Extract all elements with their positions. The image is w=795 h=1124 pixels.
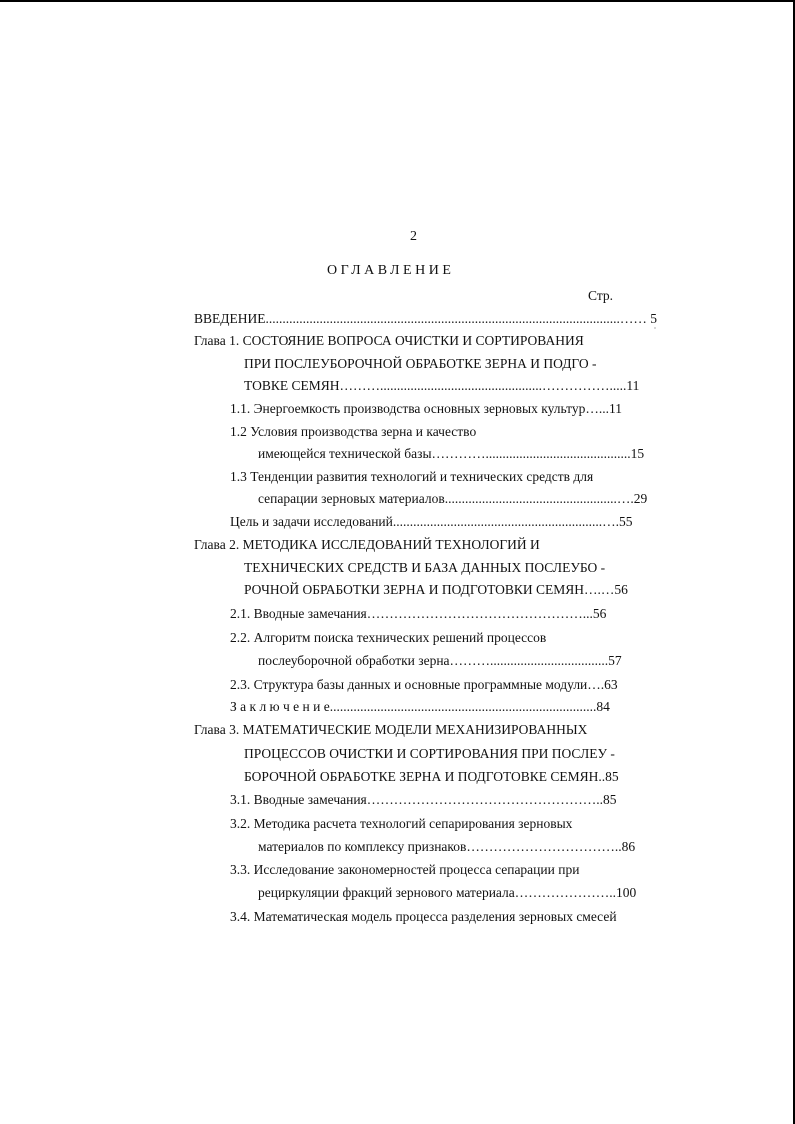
toc-goals: Цель и задачи исследований..............................................................….55 xyxy=(230,514,633,529)
toc-section-3-3-line-1: 3.3. Исследование закономерностей процесса сепарации при xyxy=(230,862,580,877)
toc-chapter-2-line-1: Глава 2. МЕТОДИКА ИССЛЕДОВАНИЙ ТЕХНОЛОГИЙ И xyxy=(194,537,540,552)
toc-section-1-2-line-2: имеющейся технической базы…………...........................................15 xyxy=(258,446,645,461)
toc-section-1-1: 1.1. Энергоемкость производства основных зерновых культур…...11 xyxy=(230,401,623,416)
toc-chapter-2-line-3: РОЧНОЙ ОБРАБОТКИ ЗЕРНА И ПОДГОТОВКИ СЕМЯН….…56 xyxy=(244,582,628,597)
toc-section-3-2-line-2: материалов по комплексу признаков……………………………..86 xyxy=(258,839,636,854)
toc-chapter-3-line-3: БОРОЧНОЙ ОБРАБОТКЕ ЗЕРНА И ПОДГОТОВКЕ СЕМЯН..85 xyxy=(244,769,619,784)
toc-section-3-4-line-1: 3.4. Математическая модель процесса разделения зерновых смесей xyxy=(230,909,617,924)
toc-section-3-1: 3.1. Вводные замечания……………………………………………..85 xyxy=(230,792,617,807)
toc-section-1-3-line-2: сепарации зерновых материалов...................................................….29 xyxy=(258,491,648,506)
toc-section-2-2-line-2: послеуборочной обработки зерна………...................................57 xyxy=(258,653,622,668)
page-number: 2 xyxy=(410,229,417,244)
toc-chapter-2-line-2: ТЕХНИЧЕСКИХ СРЕДСТВ И БАЗА ДАННЫХ ПОСЛЕУБО - xyxy=(244,560,606,575)
toc-section-3-2-line-1: 3.2. Методика расчета технологий сепарирования зерновых xyxy=(230,816,573,831)
toc-chapter-3-line-1: Глава 3. МАТЕМАТИЧЕСКИЕ МОДЕЛИ МЕХАНИЗИРОВАННЫХ xyxy=(194,722,588,737)
toc-conclusion-2: З а к л ю ч е н и е...............................................................................84 xyxy=(230,699,610,714)
toc-section-2-3: 2.3. Структура базы данных и основные программные модули….63 xyxy=(230,677,618,692)
toc-section-2-2-line-1: 2.2. Алгоритм поиска технических решений процессов xyxy=(230,630,547,645)
toc-chapter-3-line-2: ПРОЦЕССОВ ОЧИСТКИ И СОРТИРОВАНИЯ ПРИ ПОСЛЕУ - xyxy=(244,746,615,761)
toc-chapter-1-line-2: ПРИ ПОСЛЕУБОРОЧНОЙ ОБРАБОТКЕ ЗЕРНА И ПОДГО - xyxy=(244,356,597,371)
toc-chapter-1-line-3: ТОВКЕ СЕМЯН………................................................…………….....11 xyxy=(244,378,640,393)
toc-entry-introduction: ВВЕДЕНИЕ.........................................................................................................…… 5 xyxy=(194,311,657,326)
page-column-label: Стр. xyxy=(588,288,614,303)
toc-section-2-1: 2.1. Вводные замечания…………………………………………...56 xyxy=(230,606,607,621)
toc-chapter-1-line-1: Глава 1. СОСТОЯНИЕ ВОПРОСА ОЧИСТКИ И СОРТИРОВАНИЯ xyxy=(194,333,584,348)
scan-speck xyxy=(654,327,656,329)
toc-section-1-3-line-1: 1.3 Тенденции развития технологий и технических средств для xyxy=(230,469,594,484)
page-title: ОГЛАВЛЕНИЕ xyxy=(327,263,455,278)
toc-section-3-3-line-2: рециркуляции фракций зернового материала…………………..100 xyxy=(258,885,637,900)
toc-section-1-2-line-1: 1.2 Условия производства зерна и качество xyxy=(230,424,477,439)
